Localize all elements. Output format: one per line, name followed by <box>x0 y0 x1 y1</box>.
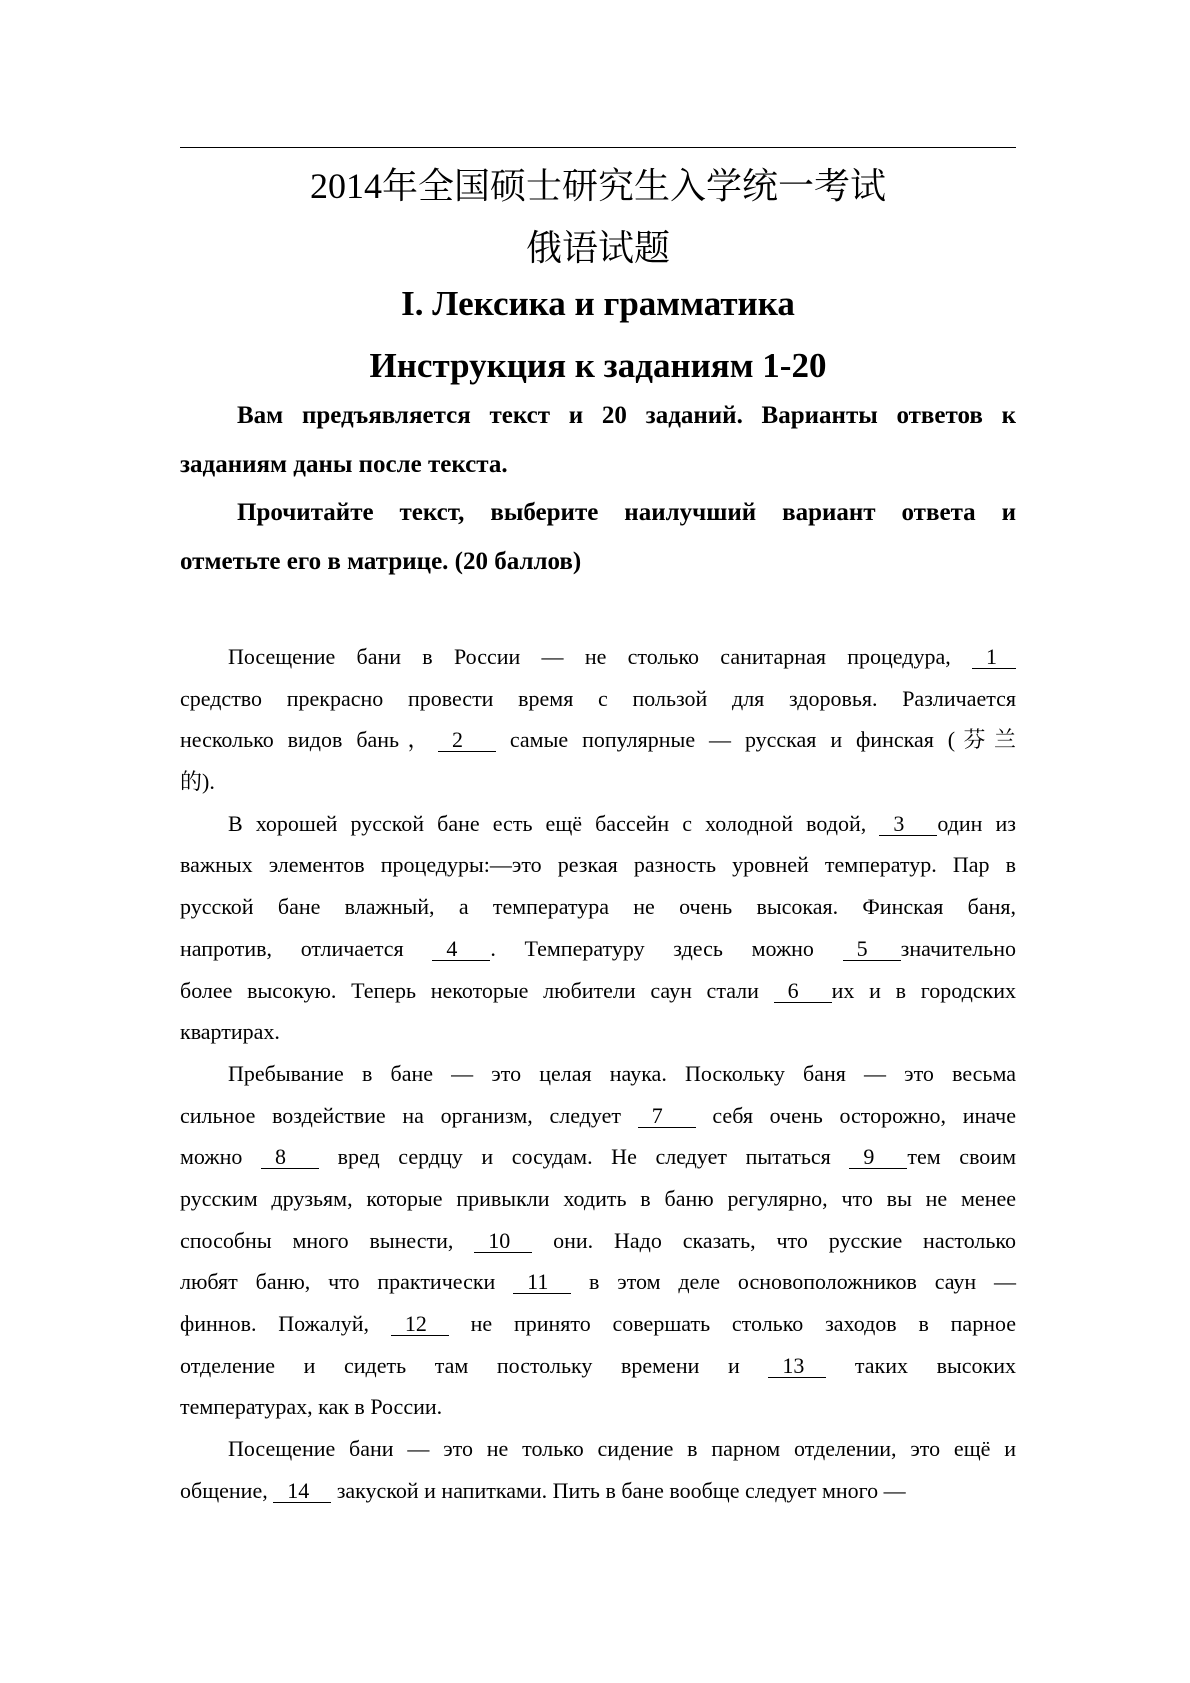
text-line <box>180 1470 1016 1512</box>
answer-blank: 1 <box>972 646 1016 669</box>
text-segment: сильное воздействие на организм, следует <box>180 1102 638 1128</box>
text-line <box>180 1178 1016 1220</box>
text-segment: один из <box>937 810 1017 836</box>
text-segment: . Температуру здесь можно <box>490 935 843 961</box>
text-segment: 的). <box>180 769 215 795</box>
text-segment: самые популярные — русская и финская (芬兰 <box>495 727 1016 753</box>
text-segment: русским друзьям, которые привыкли ходить в баню регулярно, что вы не менее <box>180 1185 1016 1211</box>
text-segment: можно <box>180 1144 261 1170</box>
text-line <box>180 636 1016 678</box>
header-rule <box>180 147 1016 148</box>
text-line <box>180 886 1016 928</box>
text-line <box>180 1136 1016 1178</box>
text-segment: себя очень осторожно, иначе <box>695 1102 1016 1128</box>
text-line <box>180 1261 1016 1303</box>
text-line <box>180 1095 1016 1137</box>
instruction-title: Инструкция к заданиям 1-20 <box>369 346 827 385</box>
text-line <box>180 928 1016 970</box>
instruction-line: отметьте его в матрице. (20 баллов) <box>180 547 582 575</box>
text-segment: более высокую. Теперь некоторые любители саун стали <box>180 977 774 1003</box>
answer-blank: 5 <box>843 938 901 961</box>
text-segment: несколько видов бань， <box>180 727 438 753</box>
text-line <box>180 844 1016 886</box>
text-line <box>180 1053 1016 1095</box>
answer-blank: 8 <box>261 1146 319 1169</box>
text-segment: важных элементов процедуры:—это резкая разность уровней температур. Пар в <box>180 852 1016 878</box>
text-segment: квартирах. <box>180 1019 280 1045</box>
text-line <box>180 1428 1016 1470</box>
text-segment: их и в городских <box>831 977 1016 1003</box>
text-segment: вред сердцу и сосудам. Не следует пытаться <box>318 1144 850 1170</box>
answer-blank: 2 <box>438 729 496 752</box>
text-paragraph <box>180 636 1016 803</box>
text-segment: Посещение бани в России — не столько санитарная процедура, <box>228 644 972 669</box>
answer-blank: 13 <box>768 1355 826 1378</box>
answer-blank: 10 <box>474 1230 532 1253</box>
text-segment: тем своим <box>907 1144 1016 1170</box>
exam-subtitle: 俄语试题 <box>525 228 670 268</box>
text-segment: закуской и напитками. Пить в бане вообще следует много — <box>331 1477 906 1503</box>
text-line <box>180 1011 1016 1053</box>
instruction-paragraph-2 <box>180 489 1016 586</box>
text-line <box>180 1220 1016 1262</box>
text-segment: в этом деле основоположников саун — <box>571 1269 1016 1295</box>
answer-blank: 7 <box>638 1105 696 1128</box>
instruction-paragraph-1 <box>180 392 1016 489</box>
instruction-line: Прочитайте текст, выберите наилучший вариант ответа и <box>237 499 1016 526</box>
text-line <box>180 678 1016 720</box>
answer-blank: 4 <box>432 938 490 961</box>
text-paragraph <box>180 803 1016 1053</box>
reading-text <box>180 636 1016 1511</box>
text-segment: Пребывание в бане — это целая наука. Поскольку баня — это весьма <box>228 1060 1016 1086</box>
text-line <box>180 719 1016 761</box>
text-segment: напротив, отличается <box>180 935 433 961</box>
text-line <box>180 1386 1016 1428</box>
instruction-line: заданиям даны после текста. <box>180 450 508 478</box>
answer-blank: 12 <box>391 1313 449 1336</box>
text-segment: финнов. Пожалуй, <box>180 1311 391 1336</box>
text-segment: значительно <box>900 935 1016 961</box>
text-paragraph <box>180 1428 1016 1511</box>
text-segment: таких высоких <box>826 1352 1016 1378</box>
answer-blank: 9 <box>849 1146 907 1169</box>
text-segment: не принято совершать столько заходов в парное <box>448 1311 1016 1336</box>
text-segment: отделение и сидеть там постольку времени и <box>180 1352 769 1378</box>
text-paragraph <box>180 1053 1016 1428</box>
answer-blank: 3 <box>879 813 937 836</box>
answer-blank: 6 <box>774 980 832 1003</box>
section-title: I. Лексика и грамматика <box>401 284 795 323</box>
answer-blank: 14 <box>273 1480 331 1503</box>
instruction-line: Вам предъявляется текст и 20 заданий. Варианты ответов к <box>237 402 1016 429</box>
text-segment: В хорошей русской бане есть ещё бассейн с холодной водой, <box>228 810 880 836</box>
text-line <box>180 970 1016 1012</box>
text-line <box>180 803 1016 845</box>
text-line <box>180 1345 1016 1387</box>
answer-blank: 11 <box>513 1271 571 1294</box>
text-segment: способны много вынести, <box>180 1227 475 1253</box>
text-segment: общение, <box>180 1477 274 1503</box>
text-segment: русской бане влажный, а температура не очень высокая. Финская баня, <box>180 894 1016 920</box>
text-segment: средство прекрасно провести время с пользой для здоровья. Различается <box>180 685 1016 711</box>
text-line <box>180 761 1016 803</box>
exam-title: 2014年全国硕士研究生入学统一考试 <box>309 166 886 206</box>
text-line <box>180 1303 1016 1345</box>
text-segment: любят баню, что практически <box>180 1269 514 1295</box>
text-segment: Посещение бани — это не только сидение в парном отделении, это ещё и <box>228 1436 1016 1462</box>
text-segment: температурах, как в России. <box>180 1394 443 1420</box>
text-segment: они. Надо сказать, что русские настолько <box>532 1227 1016 1253</box>
